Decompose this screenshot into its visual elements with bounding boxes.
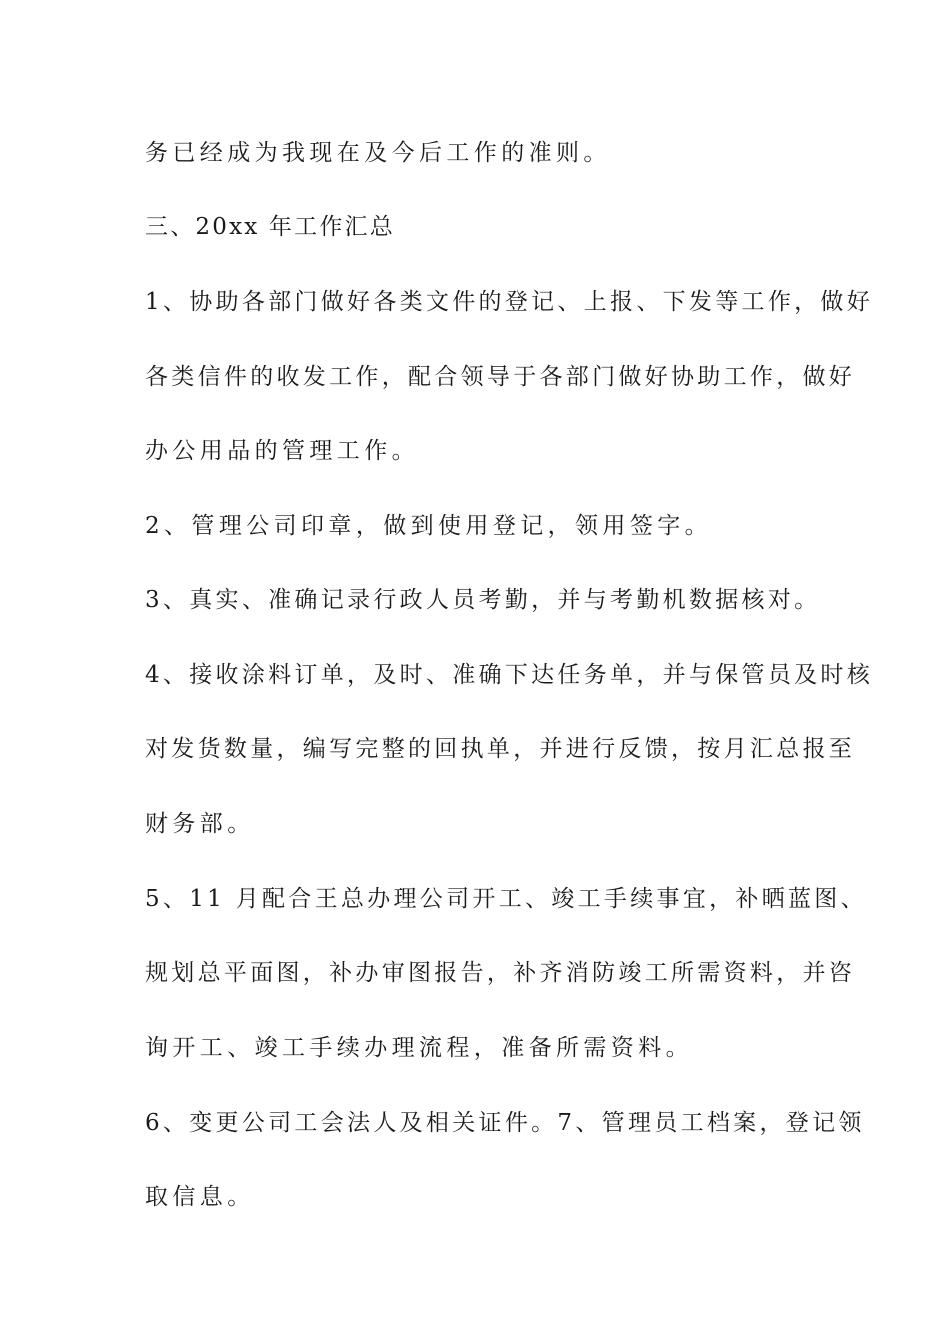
section-heading: 三、20xx 年工作汇总	[145, 214, 395, 240]
item-4-line-3: 财务部。	[145, 811, 255, 837]
item-5-line-2: 规划总平面图，补办审图报告，补齐消防竣工所需资料，并咨	[145, 960, 856, 986]
item-1-line-3: 办公用品的管理工作。	[145, 438, 419, 464]
item-3: 3、真实、准确记录行政人员考勤，并与考勤机数据核对。	[145, 587, 821, 613]
item-1-line-1: 1、协助各部门做好各类文件的登记、上报、下发等工作，做好	[145, 289, 874, 315]
item-2: 2、管理公司印章，做到使用登记，领用签字。	[145, 513, 713, 539]
text-line-continuation: 务已经成为我现在及今后工作的准则。	[145, 140, 611, 166]
item-5-line-3: 询开工、竣工手续办理流程，准备所需资料。	[145, 1035, 693, 1061]
item-1-line-2: 各类信件的收发工作，配合领导于各部门做好协助工作，做好	[145, 364, 856, 390]
item-4-line-2: 对发货数量，编写完整的回执单，并进行反馈，按月汇总报至	[145, 736, 856, 762]
item-6-7-line-1: 6、变更公司工会法人及相关证件。7、管理员工档案，登记领	[145, 1110, 865, 1136]
item-5-line-1: 5、11 月配合王总办理公司开工、竣工手续事宜，补晒蓝图、	[145, 886, 867, 912]
item-7-line-2: 取信息。	[145, 1184, 255, 1210]
item-4-line-1: 4、接收涂料订单，及时、准确下达任务单，并与保管员及时核	[145, 662, 874, 688]
